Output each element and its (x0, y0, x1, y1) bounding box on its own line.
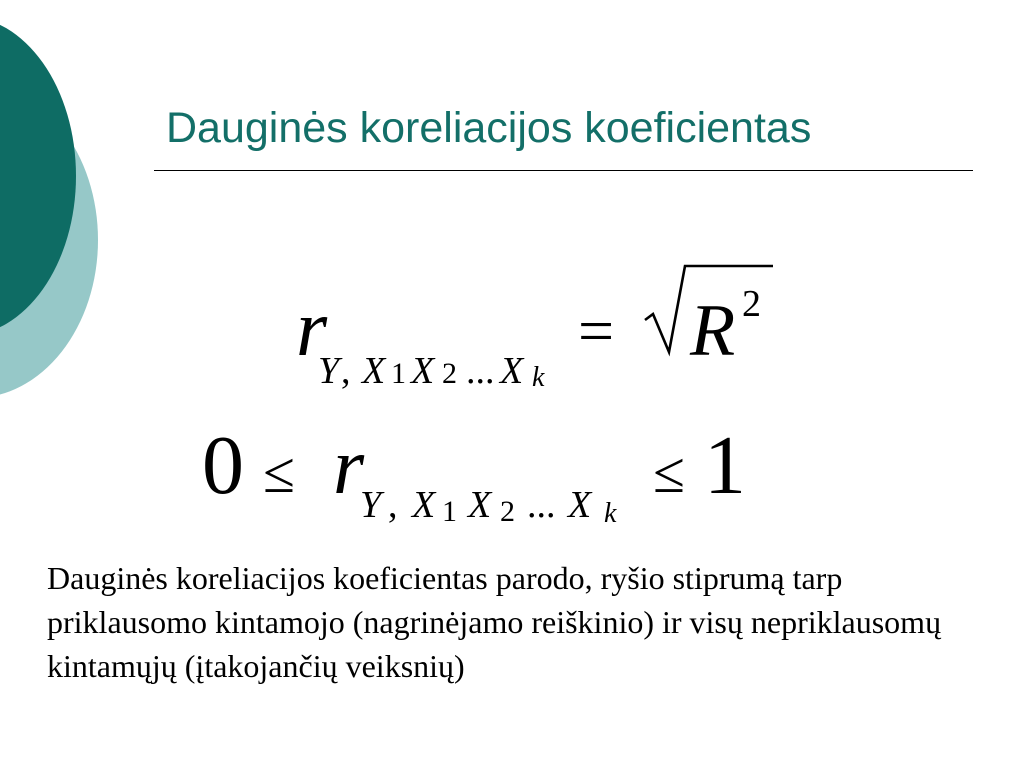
formula1-sub-y: Y (318, 350, 340, 392)
formula-correlation-bounds (202, 419, 746, 529)
formula1-x2: X (411, 350, 435, 392)
formula2-sub-y: Y (360, 484, 382, 526)
formula1-radical: R (690, 290, 736, 372)
formula1-comma: , (341, 350, 351, 392)
formula2-xk-index: k (604, 498, 617, 529)
formula2-le2: ≤ (653, 440, 685, 505)
formula2-lower: 0 (202, 419, 244, 512)
formula2-x2: X (468, 484, 492, 526)
formula1-x1-index: 1 (391, 357, 406, 390)
explanation-text: Dauginės koreliacijos koeficientas parodo, ryšio stiprumą tarp priklausomo kintamojo (nagrinėjamo reiškinio) ir visų nepriklausomų kintamųjų (įtakojančių veiksnių) (47, 560, 942, 684)
formula1-xk: X (500, 350, 524, 392)
formula2-xk: X (568, 484, 592, 526)
slide-title: Dauginės koreliacijos koeficientas (166, 104, 812, 152)
formula1-xk-index: k (532, 362, 545, 393)
formula2-x2-index: 2 (500, 495, 515, 528)
formula1-r: r (296, 285, 328, 373)
formula2-le1: ≤ (263, 440, 295, 505)
formula1-x2-index: 2 (442, 357, 457, 390)
formula2-x1: X (412, 484, 436, 526)
formula2-comma: , (388, 484, 398, 526)
formula1-exponent: 2 (742, 283, 761, 325)
formula2-x1-index: 1 (442, 495, 457, 528)
formula2-upper: 1 (704, 419, 746, 512)
formula2-r: r (333, 423, 365, 511)
formula-multiple-correlation-equals-root (296, 266, 773, 393)
formula1-x1: X (362, 350, 386, 392)
formula2-dots: ... (527, 484, 556, 526)
formula1-equals: = (578, 295, 615, 366)
formula1-dots: ... (466, 350, 495, 392)
